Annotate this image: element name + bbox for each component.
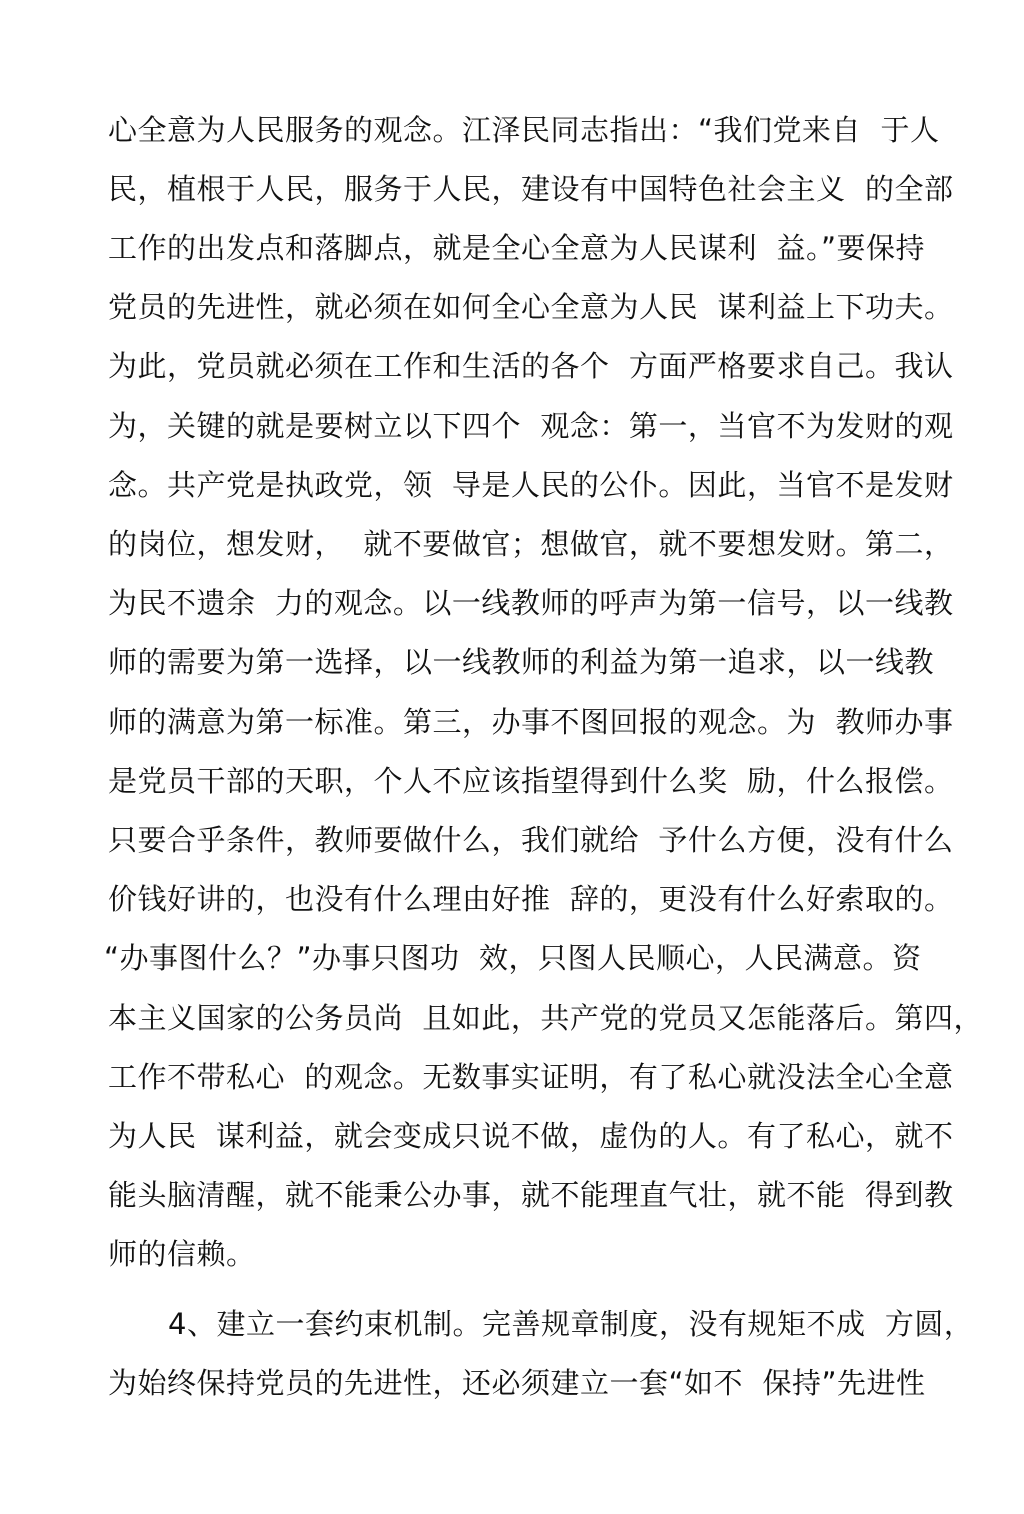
body-text-line: 心全意为人民服务的观念。江泽民同志指出：“我们党来自 于人	[108, 113, 940, 147]
body-text-line: 党员的先进性，就必须在如何全心全意为人民 谋利益上下功夫。	[108, 290, 954, 324]
body-text-line: 为，关键的就是要树立以下四个 观念：第一，当官不为发财的观	[108, 409, 954, 443]
body-text-line: 工作不带私心 的观念。无数事实证明，有了私心就没法全心全意	[108, 1060, 954, 1094]
body-text-line: 本主义国家的公务员尚 且如此，共产党的党员又怎能落后。第四，	[108, 1001, 983, 1035]
body-text-line: 师的信赖。	[108, 1237, 256, 1271]
body-text-line: 师的需要为第一选择，以一线教师的利益为第一追求，以一线教	[108, 645, 935, 679]
body-text-line: 师的满意为第一标准。第三，办事不图回报的观念。为 教师办事	[108, 705, 954, 739]
body-text-line: 为人民 谋利益，就会变成只说不做，虚伪的人。有了私心，就不	[108, 1119, 954, 1153]
body-text-line: 工作的出发点和落脚点，就是全心全意为人民谋利 益。”要保持	[108, 231, 925, 265]
body-text-line: 为此，党员就必须在工作和生活的各个 方面严格要求自己。我认	[108, 349, 954, 383]
body-text-line: 民，植根于人民，服务于人民，建设有中国特色社会主义 的全部	[108, 172, 954, 206]
body-text-line: 为民不遗余 力的观念。以一线教师的呼声为第一信号，以一线教	[108, 586, 954, 620]
body-text-line: 的岗位，想发财， 就不要做官；想做官，就不要想发财。第二，	[108, 527, 954, 561]
section-heading-line: 4、建立一套约束机制。完善规章制度，没有规矩不成 方圆，	[168, 1307, 974, 1341]
body-text-line: 价钱好讲的，也没有什么理由好推 辞的，更没有什么好索取的。	[108, 882, 954, 916]
body-text-line: “办事图什么？”办事只图功 效，只图人民顺心，人民满意。资	[104, 941, 922, 975]
body-text-line: 能头脑清醒，就不能秉公办事，就不能理直气壮，就不能 得到教	[108, 1178, 954, 1212]
body-text-line: 是党员干部的天职，个人不应该指望得到什么奖 励，什么报偿。	[108, 764, 954, 798]
body-text-line: 只要合乎条件，教师要做什么，我们就给 予什么方便，没有什么	[108, 823, 954, 857]
body-text-line: 念。共产党是执政党，领 导是人民的公仆。因此，当官不是发财	[108, 468, 954, 502]
body-text-line: 为始终保持党员的先进性，还必须建立一套“如不 保持”先进性	[108, 1366, 926, 1400]
